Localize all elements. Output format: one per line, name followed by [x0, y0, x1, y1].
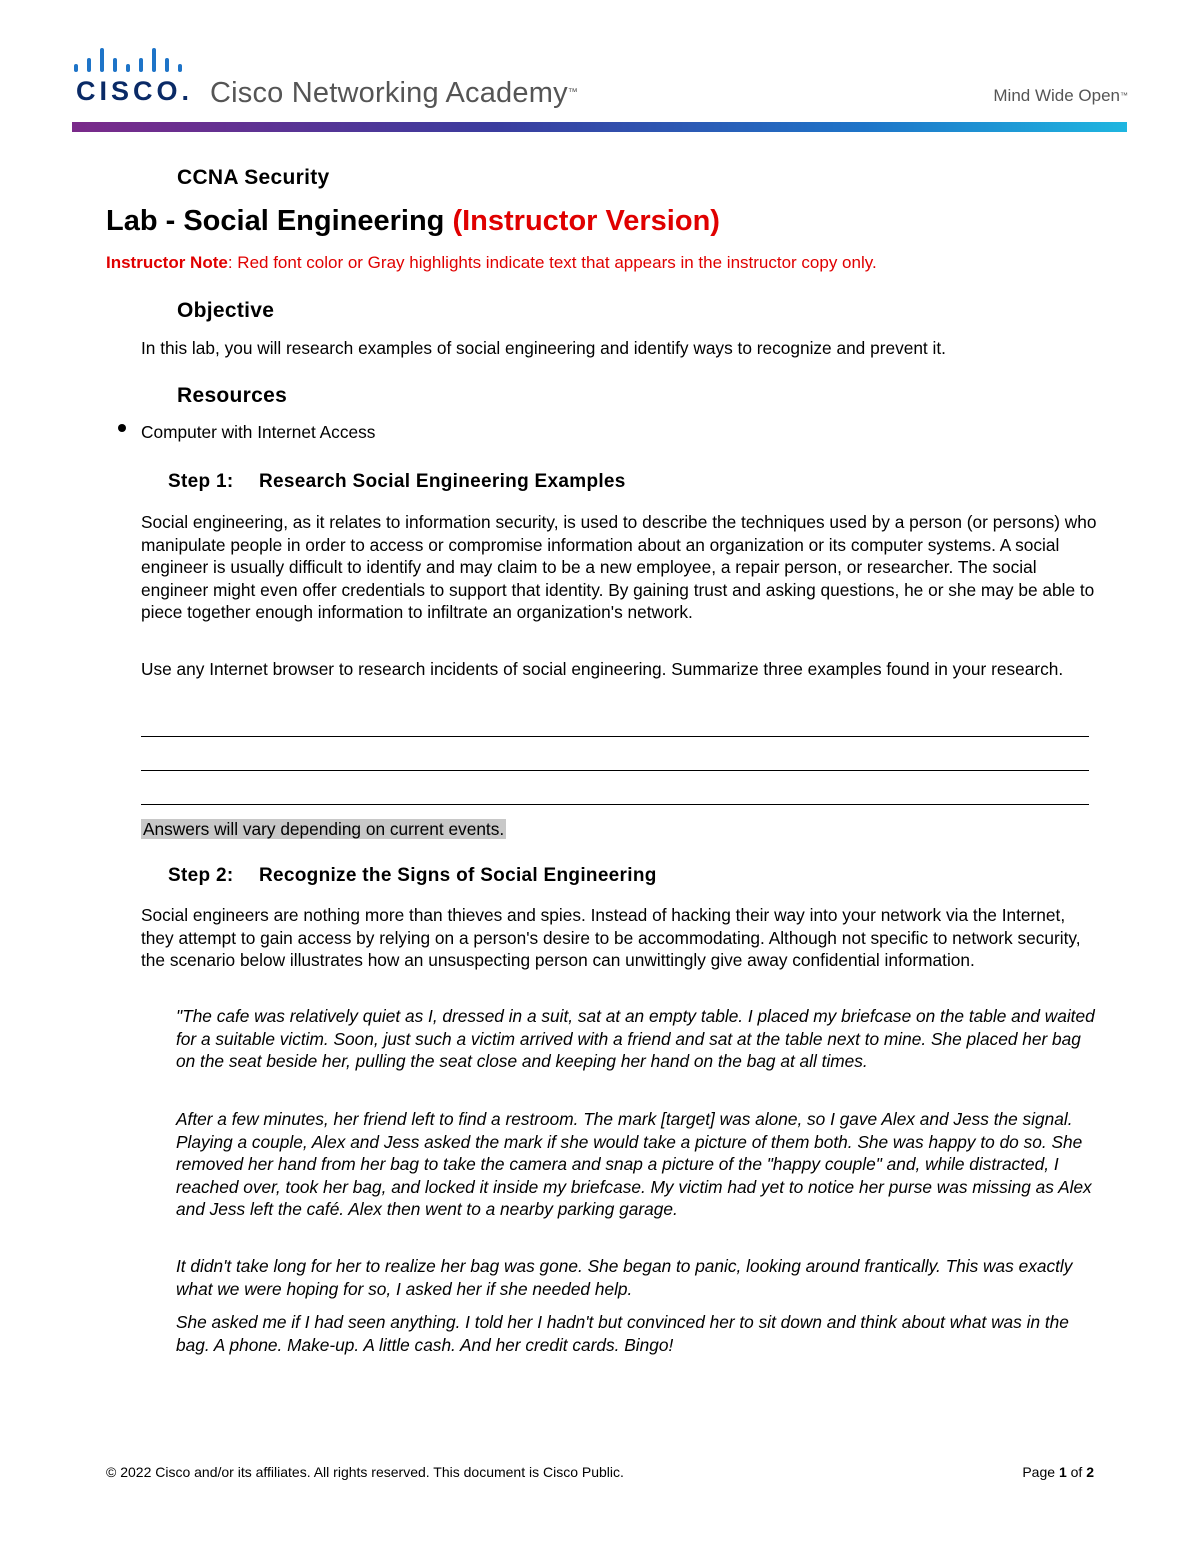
- answer-line-1: [141, 736, 1089, 737]
- cisco-logo-wordmark: CISCO.: [76, 76, 194, 106]
- bullet-icon: [118, 424, 126, 432]
- step1-label: Step 1:: [168, 471, 234, 492]
- footer-copyright: © 2022 Cisco and/or its affiliates. All rights reserved. This document is Cisco Public.: [106, 1464, 624, 1480]
- resources-heading: Resources: [177, 384, 288, 407]
- page-number: Page 1 of 2: [1022, 1464, 1094, 1480]
- course-subject: CCNA Security: [177, 166, 330, 189]
- resource-item: Computer with Internet Access: [141, 422, 376, 442]
- objective-text: In this lab, you will research examples of social engineering and identify ways to recognize and prevent it.: [141, 338, 946, 358]
- cisco-logo-bars-icon: [72, 46, 182, 76]
- scenario-quote-2: After a few minutes, her friend left to find a restroom. The mark [target] was alone, so I gave Alex and Jess the signal. Playing a couple, Alex and Jess asked the mark if she would take a picture of them both. She was happy to do so. She removed her hand from her bag to take the camera and snap a picture of the "happy couple" and, while distracted, I reached over, took her bag, and locked it inside my briefcase. My victim had yet to notice her purse was missing as Alex and Jess left the café. Alex then went to a nearby parking garage.: [176, 1109, 1092, 1220]
- page-title: Lab - Social Engineering (Instructor Version): [106, 205, 720, 237]
- step2-title: Recognize the Signs of Social Engineering: [259, 865, 657, 886]
- objective-heading: Objective: [177, 299, 275, 322]
- step1-paragraph-1: Social engineering, as it relates to information security, is used to describe the techniques used by a person (or persons) who manipulate people in order to access or compromise information about an organization or its computer systems. A social engineer is usually difficult to identify and may claim to be a new employee, a repair person, or researcher. The social engineer might even offer credentials to support that identity. By gaining trust and asking questions, he or she may be able to piece together enough information to infiltrate an organization's network.: [141, 512, 1097, 623]
- header-gradient-bar: [72, 122, 1127, 132]
- instructor-answer: Answers will vary depending on current events.: [143, 819, 505, 839]
- step2-label: Step 2:: [168, 865, 234, 886]
- scenario-quote-1: "The cafe was relatively quiet as I, dressed in a suit, sat at an empty table. I placed my briefcase on the table and waited for a suitable victim. Soon, just such a victim arrived with a friend and sat at the table next to mine. She placed her bag on the seat beside her, pulling the seat close and keeping her hand on the bag at all times.: [176, 1006, 1095, 1072]
- tagline: Mind Wide Open™: [993, 86, 1128, 105]
- step1-paragraph-2: Use any Internet browser to research incidents of social engineering. Summarize three examples found in your research.: [141, 659, 1064, 679]
- trademark-icon: ™: [567, 87, 578, 98]
- answer-line-3: [141, 804, 1089, 805]
- answer-line-2: [141, 770, 1089, 771]
- instructor-note: Instructor Note: Red font color or Gray highlights indicate text that appears in the instructor copy only.: [106, 253, 877, 272]
- step1-title: Research Social Engineering Examples: [259, 471, 626, 492]
- academy-name: Cisco Networking Academy™: [210, 77, 578, 109]
- scenario-quote-3: It didn't take long for her to realize her bag was gone. She began to panic, looking around frantically. This was exactly what we were hoping for so, I asked her if she needed help.: [176, 1256, 1073, 1299]
- title-instructor-version: (Instructor Version): [452, 205, 720, 237]
- step2-paragraph: Social engineers are nothing more than thieves and spies. Instead of hacking their way into your network via the Internet, they attempt to gain access by relying on a person's desire to be accommodating. Although not specific to network security, the scenario below illustrates how an unsuspecting person can unwittingly give away confidential information.: [141, 905, 1081, 971]
- scenario-quote-4: She asked me if I had seen anything. I told her I hadn't but convinced her to sit down and think about what was in the bag. A phone. Make-up. A little cash. And her credit cards. Bingo!: [176, 1312, 1069, 1355]
